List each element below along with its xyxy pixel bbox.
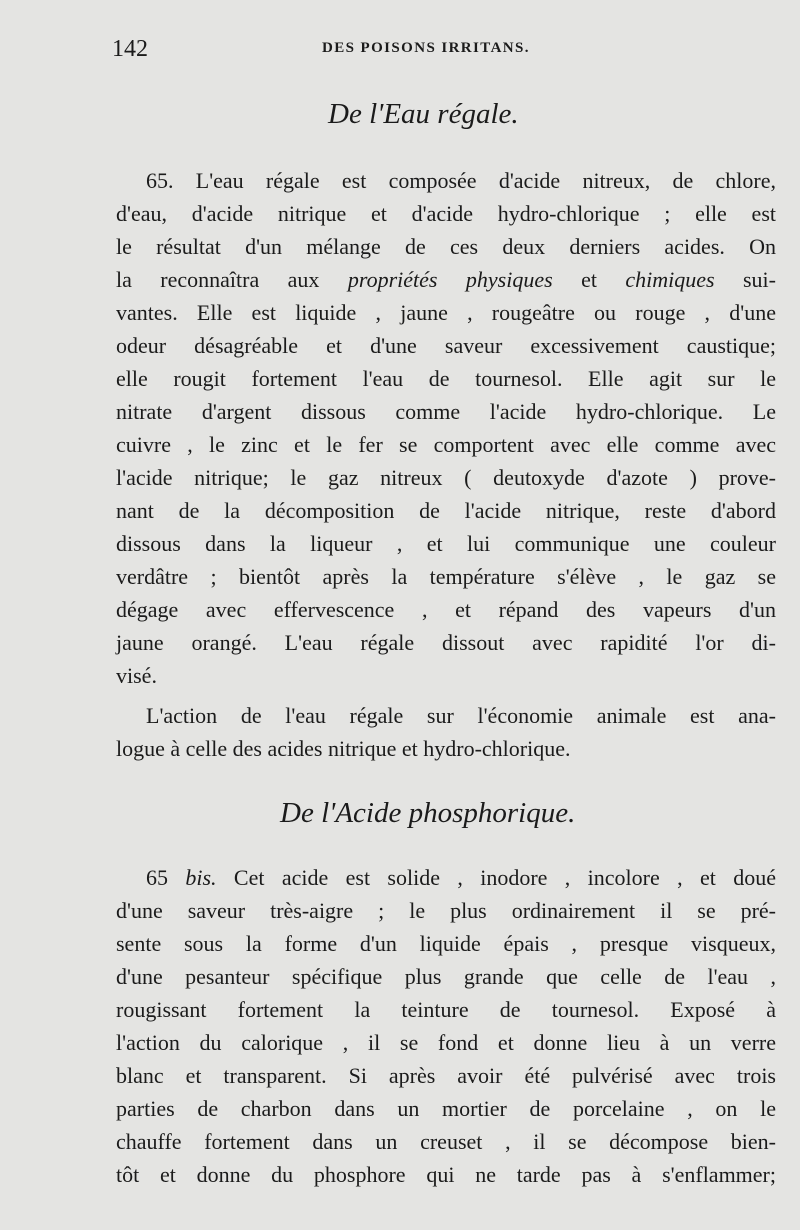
text-line: logue à celle des acides nitrique et hydro-chlorique. — [116, 736, 571, 761]
text-line: jaune orangé. L'eau régale dissout avec rapidité l'or di- — [116, 630, 776, 655]
text-line: l'acide nitrique; le gaz nitreux ( deutoxyde d'azote ) prove- — [116, 465, 776, 490]
text-line: nant de la décomposition de l'acide nitrique, reste d'abord — [116, 498, 776, 523]
text-line-with-italics: 65 bis. Cet acide est solide , inodore , incolore , et doué — [146, 865, 777, 890]
text-line: d'eau, d'acide nitrique et d'acide hydro-chlorique ; elle est — [116, 201, 776, 226]
text-line: dégage avec effervescence , et répand des vapeurs d'un — [116, 597, 776, 622]
page-number: 142 — [112, 36, 148, 62]
text-line: 65. L'eau régale est composée d'acide nitreux, de chlore, — [146, 168, 776, 193]
text-line: le résultat d'un mélange de ces deux derniers acides. On — [116, 234, 776, 259]
text-line: vantes. Elle est liquide , jaune , rougeâtre ou rouge , d'une — [116, 300, 776, 325]
text-line: chauffe fortement dans un creuset , il se décompose bien- — [116, 1129, 776, 1154]
running-head — [112, 36, 772, 66]
text-line: verdâtre ; bientôt après la température s'élève , le gaz se — [116, 564, 776, 589]
text-line: rougissant fortement la teinture de tournesol. Exposé à — [116, 997, 776, 1022]
text-line: d'une saveur très-aigre ; le plus ordinairement il se pré- — [116, 898, 776, 923]
text-line: parties de charbon dans un mortier de porcelaine , on le — [116, 1096, 776, 1121]
text-line: tôt et donne du phosphore qui ne tarde pas à s'enflammer; — [116, 1162, 776, 1187]
text-line: nitrate d'argent dissous comme l'acide hydro-chlorique. Le — [116, 399, 776, 424]
text-line: L'action de l'eau régale sur l'économie animale est ana- — [146, 703, 776, 728]
heading-italic-part: Acide phosphorique. — [335, 797, 576, 829]
text-line: l'action du calorique , il se fond et donne lieu à un verre — [116, 1030, 776, 1055]
text-line: sente sous la forme d'un liquide épais , presque visqueux, — [116, 931, 776, 956]
running-title: DES POISONS IRRITANS. — [322, 40, 530, 56]
section-heading-eau-regale: De l'Eau régale. — [328, 98, 519, 130]
section-heading-acide-phosphorique: De l'Acide phosphorique. — [280, 797, 576, 829]
text-line: cuivre , le zinc et le fer se comportent avec elle comme avec — [116, 432, 776, 457]
text-line: d'une pesanteur spécifique plus grande que celle de l'eau , — [116, 964, 776, 989]
text-line: odeur désagréable et d'une saveur excessivement caustique; — [116, 333, 776, 358]
text-line: visé. — [116, 663, 157, 688]
text-line: blanc et transparent. Si après avoir été pulvérisé avec trois — [116, 1063, 776, 1088]
text-line: dissous dans la liqueur , et lui communique une couleur — [116, 531, 776, 556]
text-line: elle rougit fortement l'eau de tournesol. Elle agit sur le — [116, 366, 776, 391]
text-line-with-italics: la reconnaîtra aux propriétés physiques et chimiques sui- — [116, 267, 776, 292]
